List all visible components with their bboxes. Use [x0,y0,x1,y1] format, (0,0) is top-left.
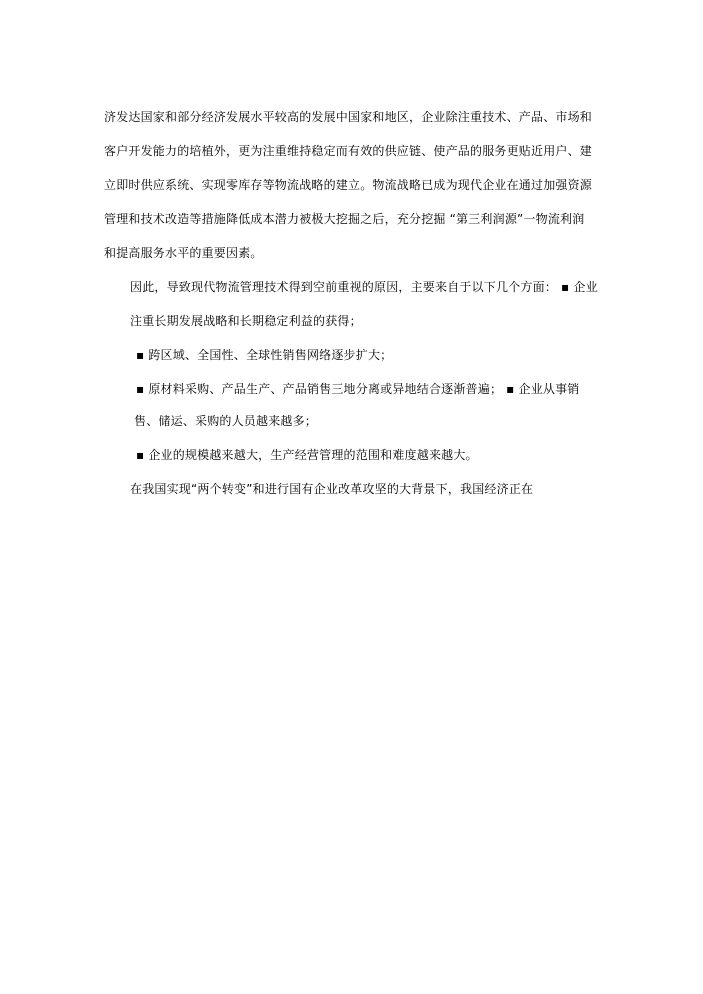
list-item-line: 售、储运、采购的人员越来越多； [134,414,318,428]
paragraph-line: 客户开发能力的培植外，更为注重维持稳定而有效的供应链、使产品的服务更贴近用户、建 [104,144,593,158]
paragraph-line: 因此，导致现代物流管理技术得到空前重视的原因，主要来自于以下几个方面： ▪ 企业 [130,280,598,294]
list-item-line: 注重长期发展战略和长期稳定利益的获得； [130,314,362,328]
paragraph-line: 在我国实现“两个转变”和进行国有企业改革攻坚的大背景下，我国经济正在 [130,482,534,496]
paragraph-line: 管理和技术改造等措施降低成本潜力被极大挖掘之后，充分挖掘 “第三利润源”一物流利润 [104,212,585,226]
list-item-line: ▪ 原材料采购、产品生产、产品销售三地分离或异地结合逐渐普遍； ▪ 企业从事销 [136,382,580,396]
list-item-line: ▪ 跨区域、全国性、全球性销售网络逐步扩大； [136,348,393,362]
paragraph-line: 和提高服务水平的重要因素。 [104,246,263,260]
paragraph-line: 济发达国家和部分经济发展水平较高的发展中国家和地区，企业除注重技术、产品、市场和 [104,110,593,124]
list-item-line: ▪ 企业的规模越来越大，生产经营管理的范围和难度越来越大。 [136,448,478,462]
paragraph-line: 立即时供应系统、实现零库存等物流战略的建立。物流战略已成为现代企业在通过加强资源 [104,178,593,192]
